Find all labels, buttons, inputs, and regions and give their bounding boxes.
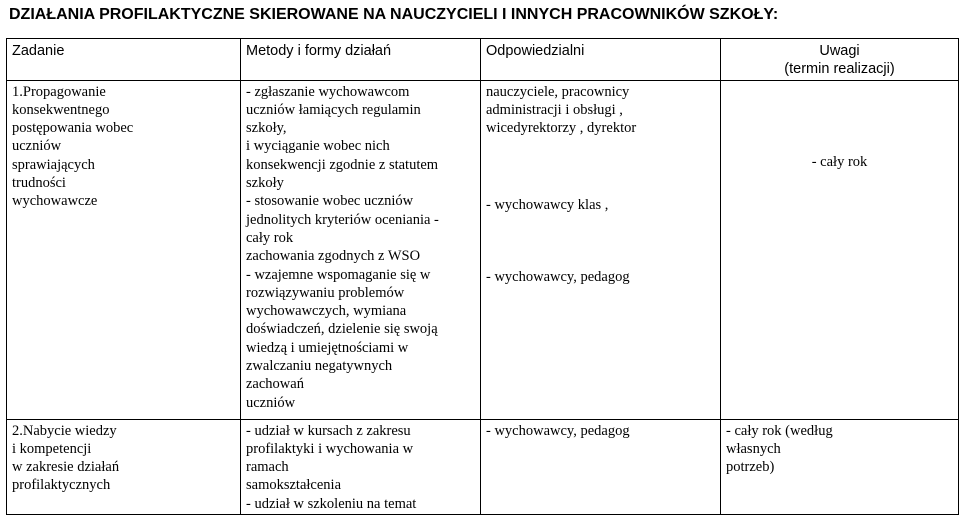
row2-uwagi: - cały rok (według własnych potrzeb)	[721, 419, 959, 514]
row2-metody	[241, 419, 481, 514]
row1-odpowiedzialni	[481, 80, 721, 419]
table-row	[7, 80, 959, 419]
header-uwagi	[721, 39, 959, 81]
row2-metody-item: - udział w szkoleniu na temat	[246, 495, 417, 512]
header-uwagi-label: Uwagi	[819, 43, 860, 59]
row2-metody-item: - udział w kursach z zakresu profilaktyki i wychowania w ramach samokształcenia	[246, 422, 414, 494]
row1-odpowiedzialni-item: - wychowawcy, pedagog	[486, 268, 630, 285]
header-zadanie: Zadanie	[7, 39, 241, 81]
table-row	[7, 419, 959, 514]
table-header-row	[7, 39, 959, 81]
header-metody: Metody i formy działań	[241, 39, 481, 81]
row1-metody	[241, 80, 481, 419]
row2-zadanie: 2.Nabycie wiedzy i kompetencji w zakresie działań profilaktycznych	[7, 419, 241, 514]
row1-metody-item: - zgłaszanie wychowawcom uczniów łamiących regulamin szkoły, i wyciąganie wobec nich konsekwencji zgodnie z statutem szkoły	[246, 83, 439, 192]
page-heading: DZIAŁANIA PROFILAKTYCZNE SKIEROWANE NA NAUCZYCIELI I INNYCH PRACOWNIKÓW SZKOŁY:	[9, 6, 779, 23]
row1-metody-item: - stosowanie wobec uczniów jednolitych kryteriów oceniania - cały rok zachowania zgodnych z WSO	[246, 193, 439, 265]
row1-odpowiedzialni-item: nauczyciele, pracownicy administracji i obsługi , wicedyrektorzy , dyrektor	[486, 83, 637, 137]
row1-metody-item: - wzajemne wspomaganie się w rozwiązywaniu problemów wychowawczych, wymiana doświadczeń, dzielenie się swoją wiedzą i umiejętnościami w zwalczaniu negatywnych zachowań uczniów	[246, 266, 438, 411]
header-odpowiedzialni: Odpowiedzialni	[481, 39, 721, 81]
row1-uwagi: - cały rok	[721, 80, 959, 419]
row2-odpowiedzialni: - wychowawcy, pedagog	[481, 419, 721, 514]
header-uwagi-sub: (termin realizacji)	[784, 61, 895, 78]
row1-odpowiedzialni-item: - wychowawcy klas ,	[486, 196, 609, 213]
row1-zadanie: 1.Propagowanie konsekwentnego postępowania wobec uczniów sprawiających trudności wychowawcze	[7, 80, 241, 419]
activities-table	[6, 38, 959, 515]
